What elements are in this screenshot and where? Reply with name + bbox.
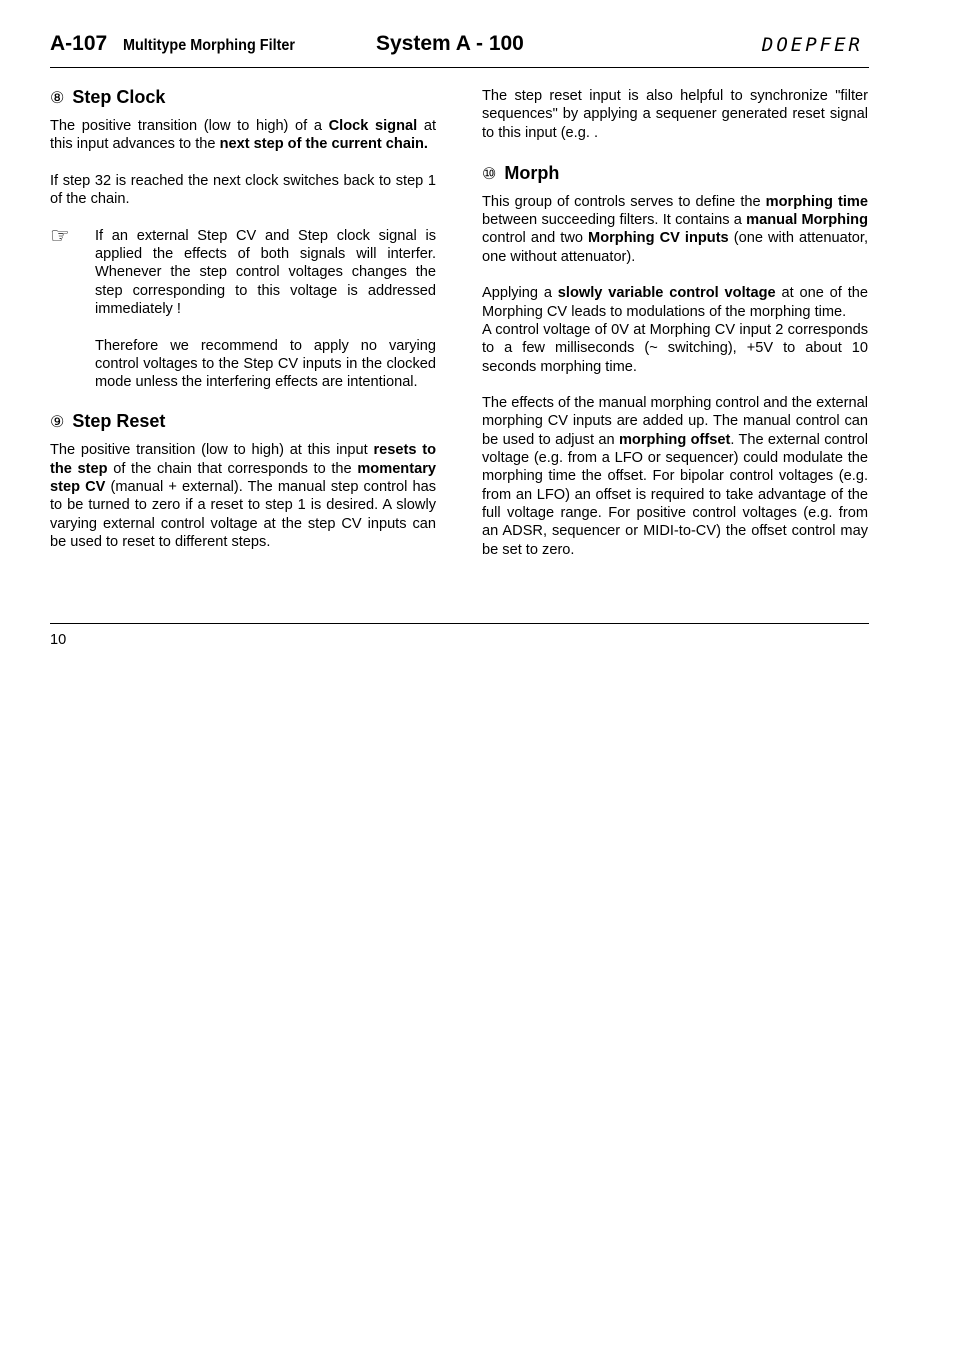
text-run: (manual + external). The manual step control has to be turned to zero if a reset to step 1 is desired. A slowly varying external control voltage at the step CV inputs can be used to reset to different steps.	[50, 479, 436, 550]
system-title: System A - 100	[376, 32, 524, 55]
section-heading-step-reset	[50, 410, 436, 434]
paragraph: The step reset input is also helpful to synchronize "filter sequences" by applying a sequener generated reset signal to this input (e.g. .	[482, 88, 868, 141]
text-run: (one with attenuator, one without attenuator).	[482, 230, 869, 265]
text-run: This group of controls serves to define the	[482, 193, 766, 210]
bold-text: Morphing CV inputs	[588, 230, 729, 247]
text-run: Applying a	[482, 285, 558, 302]
paragraph	[482, 193, 868, 266]
section-number: ⑩	[482, 165, 497, 183]
section-title: Step Reset	[72, 411, 166, 432]
page-number: 10	[50, 632, 67, 648]
left-column	[50, 86, 436, 551]
section-heading-morph	[482, 162, 868, 186]
text-run: at this input advances to the	[50, 118, 436, 153]
header-rule	[50, 67, 869, 68]
bold-text: next step of the current chain.	[219, 136, 428, 153]
text-run: at one of the Morphing CV leads to modulations of the morphing time.	[482, 285, 868, 320]
section-title: Morph	[504, 162, 560, 183]
text-run: between succeeding filters. It contains a	[482, 212, 747, 229]
section-number: ⑧	[50, 90, 65, 107]
text-run: control and two	[482, 230, 589, 247]
text-run: The effects of the manual morphing control and the external morphing CV inputs are added up. The manual control can be used to adjust an	[482, 395, 868, 448]
section-title: Step Clock	[72, 87, 166, 107]
bold-text: morphing offset	[618, 431, 731, 448]
paragraph	[50, 117, 436, 154]
note-paragraph: Therefore we recommend to apply no varying control voltages to the Step CV inputs in the clocked mode unless the interfering effects are intentional.	[95, 337, 436, 391]
note-block	[50, 222, 436, 392]
text-run: of the chain that corresponds to the	[107, 460, 358, 477]
bold-text: slowly variable control voltage	[557, 285, 776, 302]
bold-text: morphing time	[765, 193, 868, 210]
bold-text: manual Morphing	[746, 212, 868, 229]
brand-logo: DOEPFER	[761, 34, 863, 56]
section-number: ⑨	[50, 414, 65, 432]
section-heading-step-clock	[50, 86, 436, 110]
paragraph	[482, 284, 868, 321]
text-run: . The external control voltage (e.g. from a LFO or sequencer) could modulate the morphing time the offset. For bipolar control voltages (e.g. from an LFO) an offset is required to take advantage of the full voltage range. For positive control voltages (e.g. from an ADSR, sequencer or MIDI-to-CV) the offset control may be set to zero.	[482, 431, 869, 558]
module-title: Multitype Morphing Filter	[123, 37, 295, 54]
paragraph: A control voltage of 0V at Morphing CV input 2 corresponds to a few milliseconds (~ switching), +5V to about 10 seconds morphing time.	[482, 321, 868, 375]
page-header	[50, 30, 869, 66]
module-number: A-107	[50, 32, 108, 55]
right-column	[482, 87, 868, 559]
note-paragraph: If an external Step CV and Step clock signal is applied the effects of both signals will interfer. Whenever the step control voltages changes the step corresponding to this voltage is addressed immediately !	[95, 227, 436, 317]
paragraph: If step 32 is reached the next clock switches back to step 1 of the chain.	[50, 172, 436, 208]
paragraph	[482, 394, 868, 559]
bold-text: Clock signal	[328, 118, 418, 134]
pointing-hand-icon: ☞	[50, 222, 70, 248]
text-run: The positive transition (low to high) at this input	[50, 442, 374, 459]
bold-text: resets to the step	[50, 442, 436, 477]
footer-rule	[50, 623, 869, 624]
paragraph	[50, 441, 436, 551]
text-run: The positive transition (low to high) of a	[50, 118, 329, 134]
bold-text: momentary step CV	[50, 460, 436, 496]
